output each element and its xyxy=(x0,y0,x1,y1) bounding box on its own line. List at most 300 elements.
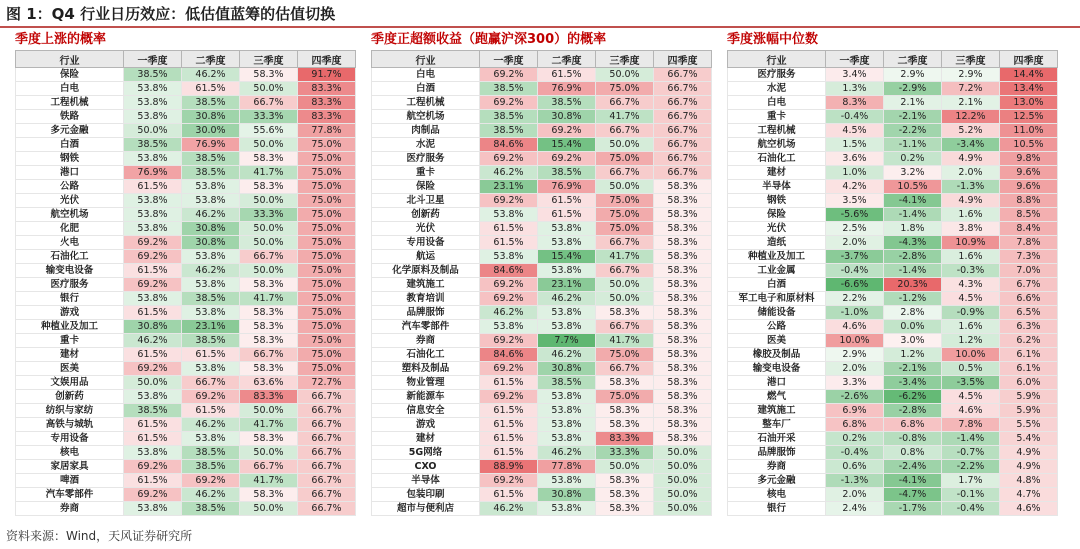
value-cell: 4.5% xyxy=(942,292,1000,306)
value-cell: 53.8% xyxy=(538,404,596,418)
table-row xyxy=(16,292,356,306)
value-cell: 1.6% xyxy=(942,320,1000,334)
value-cell: 84.6% xyxy=(480,348,538,362)
value-cell: 53.8% xyxy=(124,390,182,404)
value-cell: 1.2% xyxy=(942,334,1000,348)
table-row xyxy=(372,362,712,376)
table-row xyxy=(16,278,356,292)
column-header: 四季度 xyxy=(654,51,712,68)
table-row xyxy=(16,250,356,264)
value-cell: 6.6% xyxy=(1000,292,1058,306)
table-row xyxy=(728,208,1058,222)
value-cell: 10.0% xyxy=(826,334,884,348)
industry-cell: 核电 xyxy=(728,488,826,502)
value-cell: 1.8% xyxy=(884,222,942,236)
column-header: 行业 xyxy=(16,51,124,68)
value-cell: 58.3% xyxy=(654,222,712,236)
value-cell: 58.3% xyxy=(654,180,712,194)
value-cell: 75.0% xyxy=(298,278,356,292)
value-cell: 46.2% xyxy=(182,418,240,432)
value-cell: 69.2% xyxy=(124,250,182,264)
value-cell: 4.3% xyxy=(942,278,1000,292)
value-cell: 1.0% xyxy=(826,166,884,180)
value-cell: 50.0% xyxy=(240,82,298,96)
table-row xyxy=(16,334,356,348)
industry-cell: 建材 xyxy=(728,166,826,180)
value-cell: 53.8% xyxy=(538,432,596,446)
value-cell: 75.0% xyxy=(596,222,654,236)
industry-cell: 建筑施工 xyxy=(728,404,826,418)
value-cell: 75.0% xyxy=(298,138,356,152)
value-cell: 46.2% xyxy=(182,488,240,502)
value-cell: 58.3% xyxy=(654,348,712,362)
table-row xyxy=(16,460,356,474)
value-cell: 61.5% xyxy=(480,376,538,390)
value-cell: 61.5% xyxy=(480,432,538,446)
value-cell: 83.3% xyxy=(298,82,356,96)
value-cell: 50.0% xyxy=(240,502,298,516)
value-cell: 88.9% xyxy=(480,460,538,474)
value-cell: 4.9% xyxy=(1000,460,1058,474)
value-cell: 53.8% xyxy=(182,362,240,376)
value-cell: 2.9% xyxy=(826,348,884,362)
table-row xyxy=(16,418,356,432)
value-cell: 41.7% xyxy=(596,334,654,348)
table-row xyxy=(372,418,712,432)
value-cell: 30.8% xyxy=(182,222,240,236)
value-cell: 38.5% xyxy=(182,96,240,110)
industry-cell: 保险 xyxy=(372,180,480,194)
value-cell: 14.4% xyxy=(1000,68,1058,82)
industry-cell: 建材 xyxy=(372,432,480,446)
value-cell: 66.7% xyxy=(596,96,654,110)
value-cell: 53.8% xyxy=(124,96,182,110)
value-cell: -1.2% xyxy=(884,292,942,306)
value-cell: 9.8% xyxy=(1000,152,1058,166)
value-cell: 2.4% xyxy=(826,502,884,516)
value-cell: -3.4% xyxy=(884,376,942,390)
table-row xyxy=(372,124,712,138)
value-cell: 50.0% xyxy=(596,292,654,306)
value-cell: 66.7% xyxy=(298,418,356,432)
value-cell: 53.8% xyxy=(538,236,596,250)
table-row xyxy=(372,264,712,278)
value-cell: 2.9% xyxy=(884,68,942,82)
value-cell: 58.3% xyxy=(654,194,712,208)
value-cell: 66.7% xyxy=(654,166,712,180)
industry-cell: 造纸 xyxy=(728,236,826,250)
value-cell: 4.6% xyxy=(942,404,1000,418)
value-cell: 58.3% xyxy=(654,362,712,376)
industry-cell: 种植业及加工 xyxy=(728,250,826,264)
industry-cell: 白酒 xyxy=(728,278,826,292)
industry-cell: 重卡 xyxy=(728,110,826,124)
table-row xyxy=(728,236,1058,250)
value-cell: 75.0% xyxy=(298,236,356,250)
value-cell: 58.3% xyxy=(654,376,712,390)
value-cell: 66.7% xyxy=(596,362,654,376)
value-cell: 50.0% xyxy=(240,264,298,278)
column-header: 三季度 xyxy=(942,51,1000,68)
value-cell: 12.5% xyxy=(1000,110,1058,124)
table-row xyxy=(372,152,712,166)
column-header: 行业 xyxy=(372,51,480,68)
value-cell: 66.7% xyxy=(240,250,298,264)
value-cell: -1.0% xyxy=(826,306,884,320)
value-cell: 75.0% xyxy=(596,82,654,96)
value-cell: 66.7% xyxy=(654,138,712,152)
value-cell: 53.8% xyxy=(124,222,182,236)
value-cell: 69.2% xyxy=(480,390,538,404)
table-row xyxy=(372,474,712,488)
value-cell: 75.0% xyxy=(596,390,654,404)
value-cell: 61.5% xyxy=(538,68,596,82)
table-row xyxy=(728,264,1058,278)
value-cell: 5.4% xyxy=(1000,432,1058,446)
value-cell: 91.7% xyxy=(298,68,356,82)
industry-cell: 医疗服务 xyxy=(372,152,480,166)
industry-cell: 光伏 xyxy=(728,222,826,236)
value-cell: 84.6% xyxy=(480,264,538,278)
industry-cell: 半导体 xyxy=(728,180,826,194)
value-cell: -0.1% xyxy=(942,488,1000,502)
value-cell: 9.6% xyxy=(1000,166,1058,180)
value-cell: 3.8% xyxy=(942,222,1000,236)
value-cell: 20.3% xyxy=(884,278,942,292)
excess-return-probability-table xyxy=(371,50,712,516)
value-cell: 53.8% xyxy=(124,208,182,222)
value-cell: 5.2% xyxy=(942,124,1000,138)
value-cell: 53.8% xyxy=(124,152,182,166)
value-cell: 2.5% xyxy=(826,222,884,236)
value-cell: 58.3% xyxy=(596,488,654,502)
value-cell: 61.5% xyxy=(124,306,182,320)
value-cell: 61.5% xyxy=(182,82,240,96)
industry-cell: 石油化工 xyxy=(372,348,480,362)
value-cell: 75.0% xyxy=(298,250,356,264)
median-return-table xyxy=(727,50,1058,516)
value-cell: 61.5% xyxy=(182,404,240,418)
value-cell: 53.8% xyxy=(182,180,240,194)
table-row xyxy=(16,474,356,488)
value-cell: 46.2% xyxy=(538,348,596,362)
value-cell: 53.8% xyxy=(538,306,596,320)
value-cell: 46.2% xyxy=(480,166,538,180)
table-row xyxy=(728,376,1058,390)
table-row xyxy=(728,250,1058,264)
table-row xyxy=(16,404,356,418)
industry-cell: 创新药 xyxy=(16,390,124,404)
value-cell: 7.0% xyxy=(1000,264,1058,278)
value-cell: -0.4% xyxy=(942,502,1000,516)
industry-cell: 半导体 xyxy=(372,474,480,488)
value-cell: 58.3% xyxy=(596,502,654,516)
industry-cell: 白电 xyxy=(372,68,480,82)
value-cell: 72.7% xyxy=(298,376,356,390)
value-cell: 58.3% xyxy=(654,390,712,404)
industry-cell: 塑料及制品 xyxy=(372,362,480,376)
value-cell: 66.7% xyxy=(240,348,298,362)
value-cell: 4.7% xyxy=(1000,488,1058,502)
value-cell: 41.7% xyxy=(240,166,298,180)
value-cell: 66.7% xyxy=(596,264,654,278)
value-cell: 0.6% xyxy=(826,460,884,474)
table-row xyxy=(372,460,712,474)
value-cell: 2.1% xyxy=(942,96,1000,110)
value-cell: 58.3% xyxy=(654,236,712,250)
value-cell: 38.5% xyxy=(480,110,538,124)
table-row xyxy=(372,446,712,460)
value-cell: 69.2% xyxy=(480,474,538,488)
value-cell: -4.1% xyxy=(884,474,942,488)
industry-cell: 核电 xyxy=(16,446,124,460)
value-cell: 66.7% xyxy=(654,110,712,124)
value-cell: -3.5% xyxy=(942,376,1000,390)
value-cell: 38.5% xyxy=(182,460,240,474)
value-cell: 53.8% xyxy=(182,306,240,320)
value-cell: 66.7% xyxy=(298,502,356,516)
value-cell: 58.3% xyxy=(240,432,298,446)
value-cell: 33.3% xyxy=(596,446,654,460)
value-cell: 58.3% xyxy=(654,432,712,446)
value-cell: 4.6% xyxy=(826,320,884,334)
value-cell: 7.7% xyxy=(538,334,596,348)
panel-title: 季度上涨的概率 xyxy=(15,32,107,47)
table-row xyxy=(16,488,356,502)
value-cell: 69.2% xyxy=(480,278,538,292)
value-cell: 8.5% xyxy=(1000,208,1058,222)
value-cell: 10.9% xyxy=(942,236,1000,250)
table-row xyxy=(372,306,712,320)
value-cell: 75.0% xyxy=(298,180,356,194)
value-cell: 58.3% xyxy=(596,474,654,488)
value-cell: 13.4% xyxy=(1000,82,1058,96)
value-cell: 4.9% xyxy=(1000,446,1058,460)
value-cell: -6.2% xyxy=(884,390,942,404)
value-cell: 46.2% xyxy=(182,208,240,222)
industry-cell: 钢铁 xyxy=(728,194,826,208)
value-cell: 3.4% xyxy=(826,68,884,82)
value-cell: 12.2% xyxy=(942,110,1000,124)
value-cell: 10.0% xyxy=(942,348,1000,362)
value-cell: 69.2% xyxy=(480,68,538,82)
value-cell: 69.2% xyxy=(124,362,182,376)
value-cell: 53.8% xyxy=(480,250,538,264)
table-row xyxy=(16,362,356,376)
value-cell: -0.4% xyxy=(826,446,884,460)
value-cell: 61.5% xyxy=(124,180,182,194)
value-cell: 66.7% xyxy=(298,404,356,418)
value-cell: 50.0% xyxy=(596,68,654,82)
table-row xyxy=(16,68,356,82)
industry-cell: 火电 xyxy=(16,236,124,250)
value-cell: 58.3% xyxy=(240,180,298,194)
industry-cell: 券商 xyxy=(372,334,480,348)
value-cell: 38.5% xyxy=(124,138,182,152)
value-cell: 53.8% xyxy=(182,278,240,292)
value-cell: 58.3% xyxy=(596,306,654,320)
value-cell: 1.5% xyxy=(826,138,884,152)
industry-cell: 航运 xyxy=(372,250,480,264)
value-cell: 7.2% xyxy=(942,82,1000,96)
value-cell: 75.0% xyxy=(596,208,654,222)
industry-cell: 重卡 xyxy=(16,334,124,348)
value-cell: 41.7% xyxy=(240,418,298,432)
value-cell: 50.0% xyxy=(124,376,182,390)
industry-cell: 航空机场 xyxy=(372,110,480,124)
value-cell: 0.2% xyxy=(884,152,942,166)
value-cell: 66.7% xyxy=(596,166,654,180)
industry-cell: 水泥 xyxy=(372,138,480,152)
industry-cell: 高铁与城轨 xyxy=(16,418,124,432)
industry-cell: 品牌服饰 xyxy=(728,446,826,460)
table-row xyxy=(16,96,356,110)
value-cell: 53.8% xyxy=(538,474,596,488)
value-cell: 66.7% xyxy=(298,488,356,502)
value-cell: 61.5% xyxy=(480,488,538,502)
value-cell: 0.8% xyxy=(884,446,942,460)
value-cell: 69.2% xyxy=(538,152,596,166)
value-cell: 58.3% xyxy=(654,292,712,306)
table-row xyxy=(372,320,712,334)
value-cell: 3.0% xyxy=(884,334,942,348)
value-cell: 53.8% xyxy=(182,194,240,208)
value-cell: 58.3% xyxy=(596,376,654,390)
value-cell: -0.8% xyxy=(884,432,942,446)
value-cell: 69.2% xyxy=(480,152,538,166)
table-row xyxy=(372,334,712,348)
table-row xyxy=(16,502,356,516)
value-cell: 58.3% xyxy=(240,362,298,376)
industry-cell: 钢铁 xyxy=(16,152,124,166)
value-cell: 61.5% xyxy=(124,432,182,446)
industry-cell: 航空机场 xyxy=(728,138,826,152)
value-cell: 30.8% xyxy=(538,362,596,376)
industry-cell: 石油开采 xyxy=(728,432,826,446)
table-row xyxy=(372,250,712,264)
value-cell: 50.0% xyxy=(654,446,712,460)
value-cell: 53.8% xyxy=(124,194,182,208)
industry-cell: 化肥 xyxy=(16,222,124,236)
value-cell: 53.8% xyxy=(538,264,596,278)
value-cell: 3.5% xyxy=(826,194,884,208)
value-cell: 53.8% xyxy=(124,446,182,460)
value-cell: -0.3% xyxy=(942,264,1000,278)
table-row xyxy=(372,166,712,180)
value-cell: 69.2% xyxy=(124,460,182,474)
value-cell: 2.9% xyxy=(942,68,1000,82)
value-cell: 76.9% xyxy=(538,180,596,194)
industry-cell: CXO xyxy=(372,460,480,474)
table-row xyxy=(372,432,712,446)
table-row xyxy=(728,110,1058,124)
table-row xyxy=(372,292,712,306)
value-cell: 58.3% xyxy=(596,404,654,418)
value-cell: 23.1% xyxy=(480,180,538,194)
value-cell: 53.8% xyxy=(480,208,538,222)
table-row xyxy=(16,110,356,124)
value-cell: 50.0% xyxy=(596,180,654,194)
value-cell: 38.5% xyxy=(538,376,596,390)
table-row xyxy=(372,208,712,222)
industry-cell: 多元金融 xyxy=(728,474,826,488)
value-cell: 77.8% xyxy=(298,124,356,138)
table-row xyxy=(728,502,1058,516)
industry-cell: 公路 xyxy=(16,180,124,194)
industry-cell: 港口 xyxy=(16,166,124,180)
value-cell: 55.6% xyxy=(240,124,298,138)
value-cell: 6.8% xyxy=(826,418,884,432)
value-cell: 66.7% xyxy=(298,474,356,488)
value-cell: 69.2% xyxy=(480,96,538,110)
value-cell: 46.2% xyxy=(182,264,240,278)
value-cell: 4.8% xyxy=(1000,474,1058,488)
value-cell: 76.9% xyxy=(124,166,182,180)
industry-cell: 汽车零部件 xyxy=(372,320,480,334)
value-cell: 75.0% xyxy=(596,348,654,362)
table-row xyxy=(372,180,712,194)
value-cell: 75.0% xyxy=(298,320,356,334)
value-cell: 30.8% xyxy=(182,110,240,124)
value-cell: -0.7% xyxy=(942,446,1000,460)
value-cell: 61.5% xyxy=(124,474,182,488)
value-cell: -2.2% xyxy=(884,124,942,138)
value-cell: 58.3% xyxy=(654,278,712,292)
value-cell: -2.1% xyxy=(884,110,942,124)
value-cell: 50.0% xyxy=(240,236,298,250)
industry-cell: 燃气 xyxy=(728,390,826,404)
table-row xyxy=(372,82,712,96)
value-cell: -1.4% xyxy=(884,208,942,222)
value-cell: 61.5% xyxy=(480,446,538,460)
value-cell: 33.3% xyxy=(240,208,298,222)
value-cell: 38.5% xyxy=(124,404,182,418)
value-cell: 77.8% xyxy=(538,460,596,474)
table-row xyxy=(16,82,356,96)
value-cell: 30.8% xyxy=(182,236,240,250)
table-row xyxy=(728,320,1058,334)
table-row xyxy=(728,152,1058,166)
value-cell: 58.3% xyxy=(654,320,712,334)
value-cell: 58.3% xyxy=(654,404,712,418)
value-cell: 6.9% xyxy=(826,404,884,418)
value-cell: 6.0% xyxy=(1000,376,1058,390)
value-cell: 61.5% xyxy=(124,348,182,362)
industry-cell: 橡胶及制品 xyxy=(728,348,826,362)
table-row xyxy=(728,334,1058,348)
value-cell: 58.3% xyxy=(596,418,654,432)
value-cell: 1.6% xyxy=(942,250,1000,264)
value-cell: -2.4% xyxy=(884,460,942,474)
value-cell: 2.2% xyxy=(826,292,884,306)
value-cell: 38.5% xyxy=(480,82,538,96)
value-cell: 58.3% xyxy=(654,418,712,432)
value-cell: 69.2% xyxy=(124,278,182,292)
industry-cell: 工程机械 xyxy=(372,96,480,110)
column-header: 一季度 xyxy=(826,51,884,68)
table-row xyxy=(728,124,1058,138)
value-cell: 66.7% xyxy=(298,446,356,460)
source-note: 资料来源：Wind，天风证券研究所 xyxy=(6,529,193,543)
panel-excess-return-probability xyxy=(371,30,712,516)
value-cell: 50.0% xyxy=(654,488,712,502)
value-cell: 66.7% xyxy=(596,320,654,334)
value-cell: 5.5% xyxy=(1000,418,1058,432)
value-cell: 58.3% xyxy=(240,488,298,502)
industry-cell: 航空机场 xyxy=(16,208,124,222)
industry-cell: 港口 xyxy=(728,376,826,390)
value-cell: 69.2% xyxy=(124,236,182,250)
